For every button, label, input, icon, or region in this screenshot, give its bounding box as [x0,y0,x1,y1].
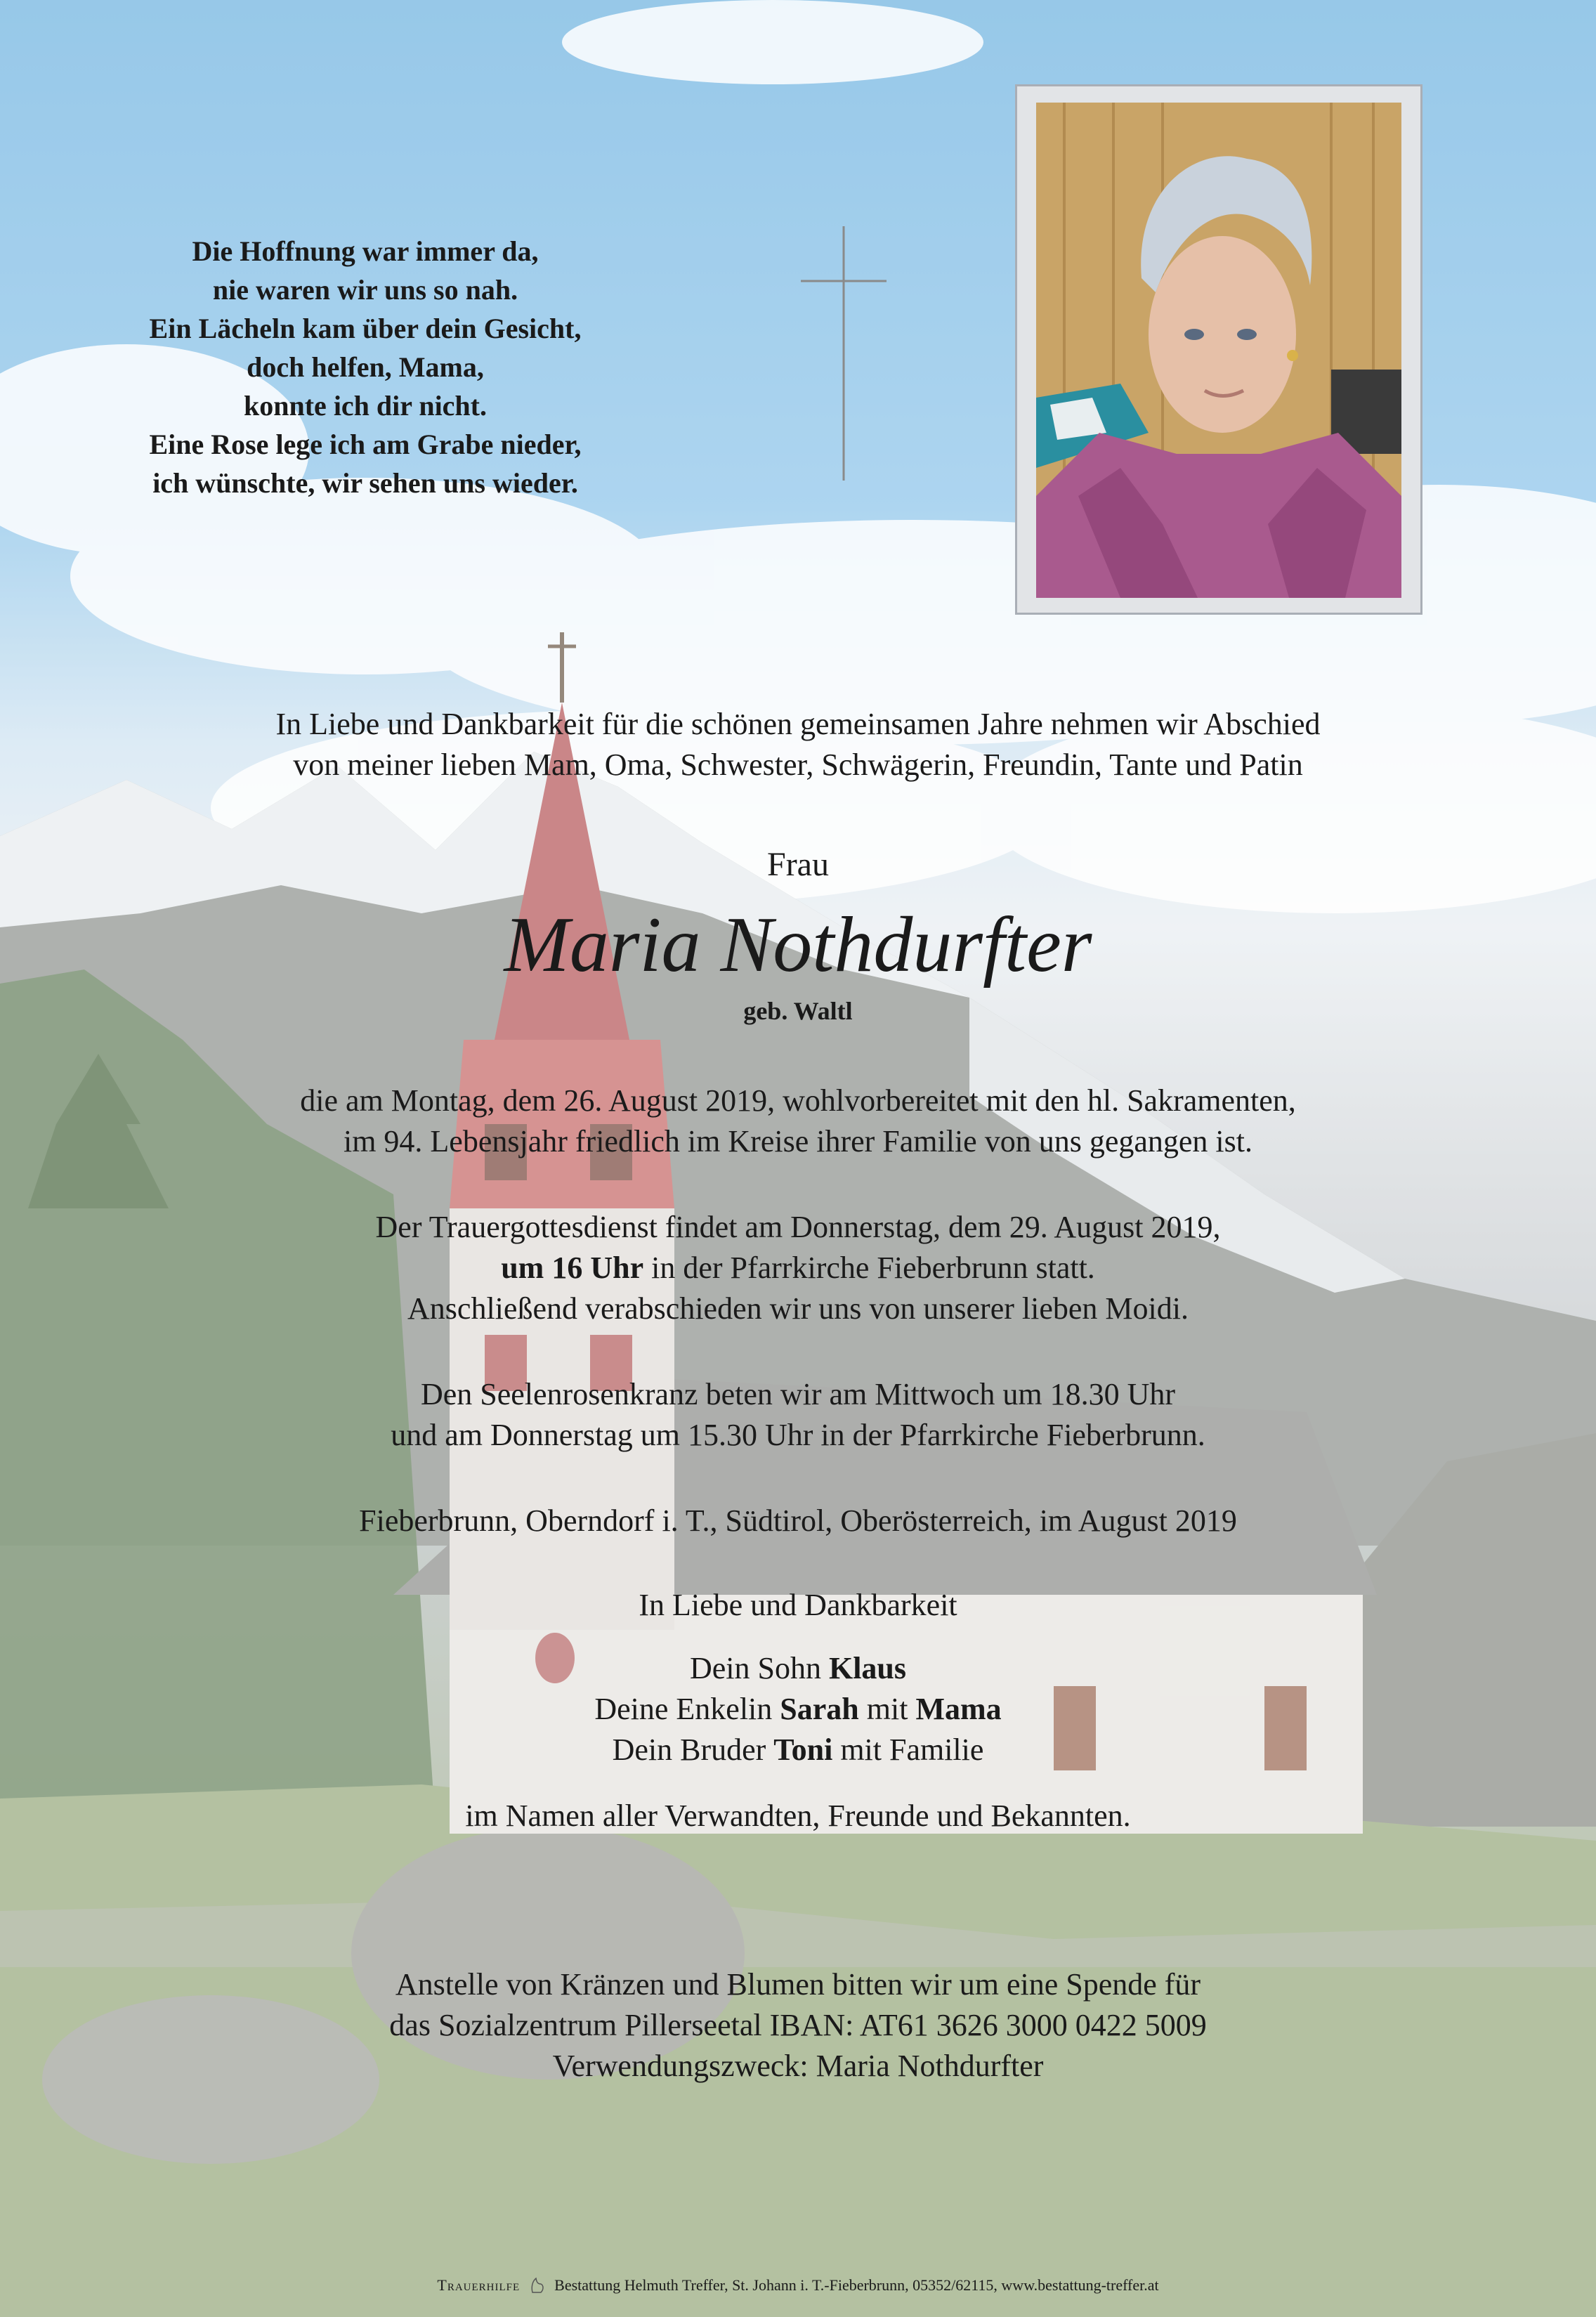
death-line: die am Montag, dem 26. August 2019, wohlvorbereitet mit den hl. Sakramenten, [300,1083,1296,1118]
mourner-name: Mama [915,1692,1002,1726]
mourners [0,1648,1596,1770]
rosary-line: Den Seelenrosenkranz beten wir am Mittwoch um 18.30 Uhr [420,1377,1176,1411]
donation-line: Verwendungszweck: Maria Nothdurfter [552,2049,1044,2083]
donation-line: Anstelle von Kränzen und Blumen bitten wir um eine Spende für [395,1967,1201,2002]
mourner-name: Sarah [780,1692,859,1726]
death-notice [0,1081,1596,1162]
birth-name: geb. Waltl [743,997,853,1025]
footer-contact: Bestattung Helmuth Treffer, St. Johann i. T.-Fieberbrunn, 05352/62115, www.bestattung-treffer.at [554,2276,1159,2294]
poem-line: ich wünschte, wir sehen uns wieder. [152,467,578,499]
poem-line: Ein Lächeln kam über dein Gesicht, [149,313,582,344]
footer [0,2275,1596,2296]
relatives-line: im Namen aller Verwandten, Freunde und Bekannten. [465,1799,1131,1833]
mourner-label: mit Familie [832,1732,984,1767]
portrait-frame [1015,84,1422,615]
mourner-label: Dein Sohn [689,1651,829,1685]
intro-text [0,704,1596,785]
poem-line: Eine Rose lege ich am Grabe nieder, [149,429,582,460]
death-line: im 94. Lebensjahr friedlich im Kreise ihrer Familie von uns gegangen ist. [343,1124,1252,1158]
donation-request [0,1964,1596,2087]
intro-line: von meiner lieben Mam, Oma, Schwester, Schwägerin, Freundin, Tante und Patin [293,748,1303,782]
funeral-service [0,1207,1596,1329]
hand-logo-icon [530,2276,545,2294]
mourner-son [0,1648,1596,1689]
service-line: Anschließend verabschieden wir uns von unserer lieben Moidi. [407,1291,1189,1326]
places-date: Fieberbrunn, Oberndorf i. T., Südtirol, Oberösterreich, im August 2019 [359,1503,1237,1538]
poem-line: konnte ich dir nicht. [244,390,487,422]
intro-line: In Liebe und Dankbarkeit für die schönen gemeinsamen Jahre nehmen wir Abschied [275,707,1321,741]
closing-line: In Liebe und Dankbarkeit [639,1588,957,1622]
service-time: um 16 Uhr [501,1251,644,1285]
mourner-name: Klaus [828,1651,907,1685]
poem-line: nie waren wir uns so nah. [212,274,518,306]
cross-icon [801,226,887,481]
mourner-label: Deine Enkelin [594,1692,780,1726]
service-line [0,1248,1596,1288]
portrait-photo [1036,103,1401,598]
donation-line: das Sozialzentrum Pillerseetal IBAN: AT61 3626 3000 0422 5009 [389,2008,1207,2042]
title: Frau [767,846,829,883]
poem [84,232,646,502]
mourner-label: mit [858,1692,916,1726]
rosary-notice [0,1374,1596,1456]
rosary-line: und am Donnerstag um 15.30 Uhr in der Pfarrkirche Fieberbrunn. [391,1418,1205,1452]
footer-brand: Trauerhilfe [437,2276,521,2294]
service-line: Der Trauergottesdienst findet am Donnerstag, dem 29. August 2019, [375,1210,1221,1244]
service-place: in der Pfarrkirche Fieberbrunn statt. [643,1251,1095,1285]
mourner-name: Toni [773,1732,833,1767]
deceased-name: Maria Nothdurfter [504,901,1092,988]
mourner-brother [0,1730,1596,1770]
poem-line: doch helfen, Mama, [247,351,484,383]
poem-line: Die Hoffnung war immer da, [192,235,539,267]
mourner-label: Dein Bruder [612,1732,774,1767]
mourner-granddaughter [0,1689,1596,1730]
